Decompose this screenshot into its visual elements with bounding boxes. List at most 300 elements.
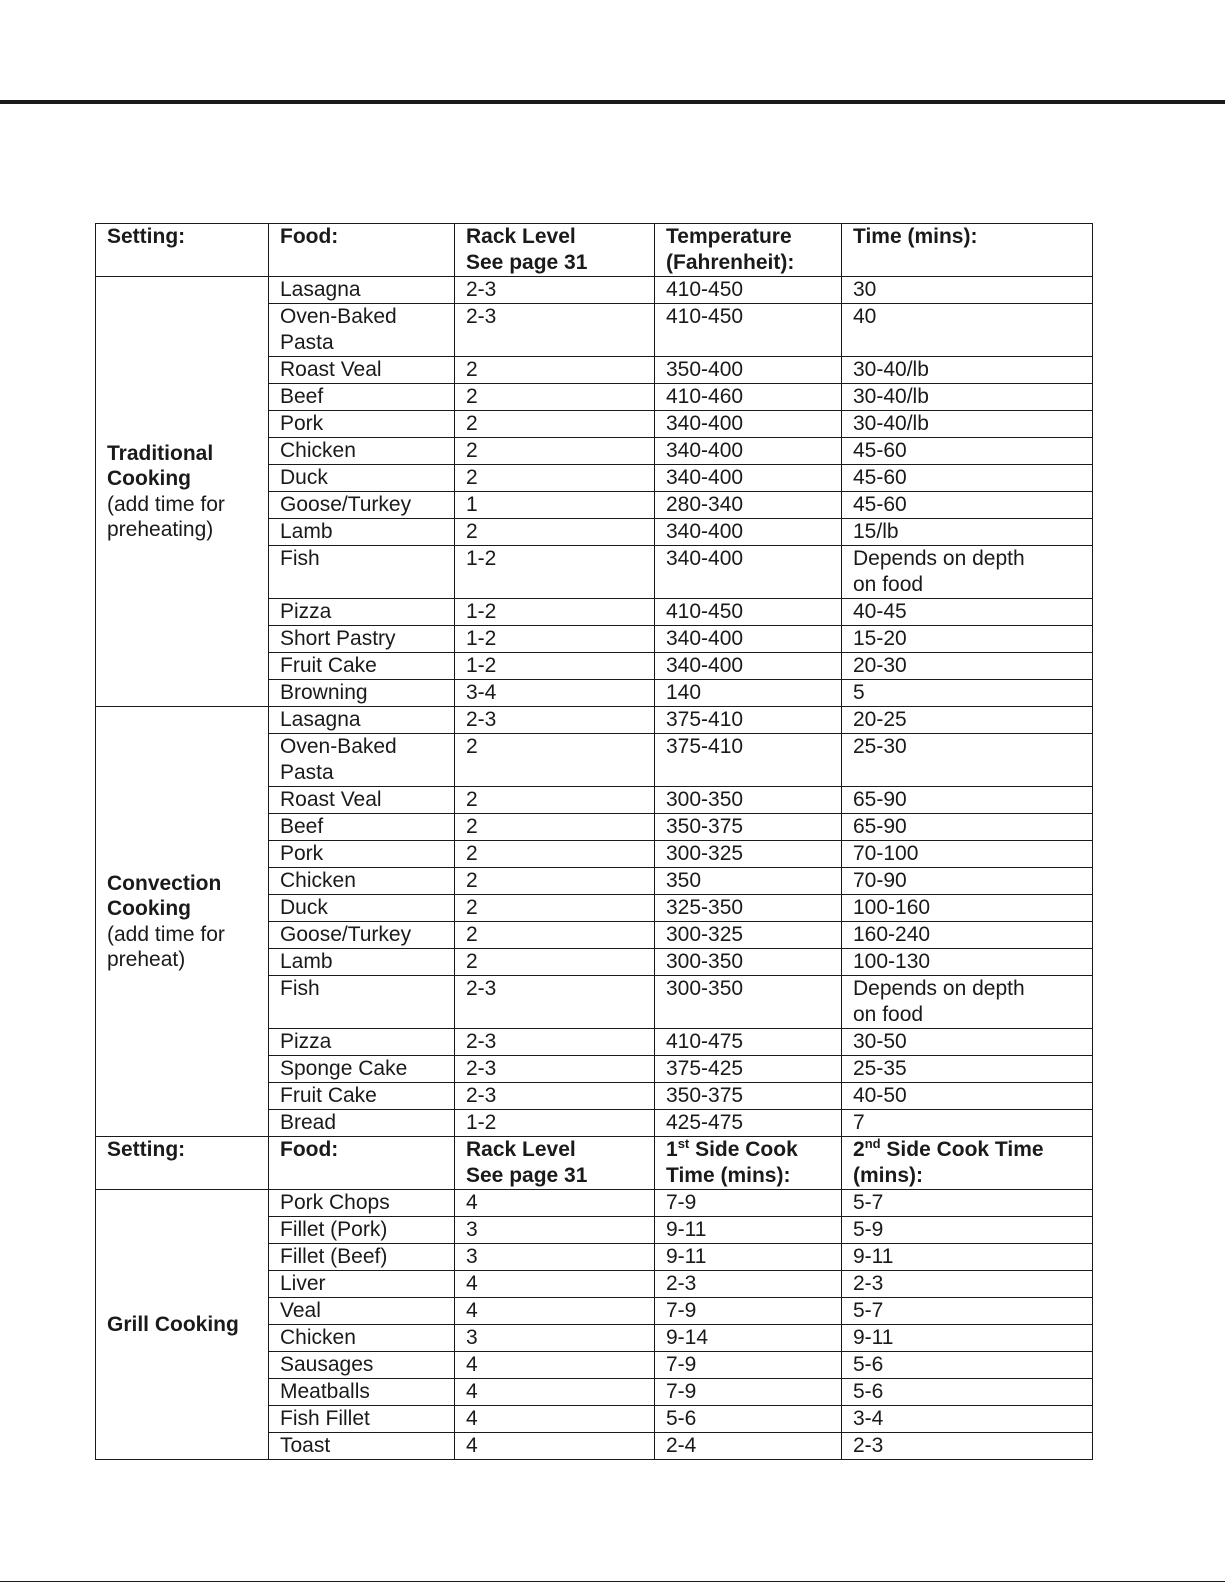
food-cell-text: Short Pastry bbox=[280, 627, 396, 650]
food-cell bbox=[269, 304, 455, 357]
rack-cell-text: 2 bbox=[466, 412, 478, 435]
side1-cell bbox=[655, 1298, 842, 1325]
rack-cell bbox=[455, 1190, 655, 1217]
rack-cell bbox=[455, 1379, 655, 1406]
side1-cell bbox=[655, 1433, 842, 1460]
rack-cell-text: 2 bbox=[466, 466, 478, 489]
time-cell bbox=[842, 357, 1093, 384]
header-side2-sup: nd bbox=[864, 1136, 881, 1151]
convection-note-line2: preheat) bbox=[107, 948, 186, 971]
cooking-table bbox=[95, 223, 1093, 1460]
rack-cell-text: 4 bbox=[466, 1407, 478, 1430]
side1-cell-text: 7-9 bbox=[666, 1380, 697, 1403]
rack-cell-text: 2 bbox=[466, 520, 478, 543]
grill-row bbox=[96, 1190, 1093, 1217]
time-cell-text: 25-30 bbox=[853, 735, 907, 758]
temp-cell-text: 340-400 bbox=[666, 412, 744, 435]
convection-note-line1: (add time for bbox=[107, 922, 225, 946]
header-rack-level-text: See page 31 bbox=[466, 1163, 588, 1187]
rack-cell bbox=[455, 1271, 655, 1298]
time-cell-text: on food bbox=[853, 572, 924, 596]
food-cell-text: Lamb bbox=[280, 950, 333, 973]
time-cell bbox=[842, 1083, 1093, 1110]
food-cell bbox=[269, 949, 455, 976]
time-cell-text: 45-60 bbox=[853, 439, 907, 462]
food-cell-text: Pizza bbox=[280, 1030, 332, 1053]
rack-cell bbox=[455, 1056, 655, 1083]
temp-cell bbox=[655, 787, 842, 814]
time-cell bbox=[842, 384, 1093, 411]
traditional-title-line1: Traditional bbox=[107, 441, 214, 465]
temp-cell bbox=[655, 976, 842, 1029]
rack-cell-text: 2-3 bbox=[466, 278, 497, 301]
header-food: Food: bbox=[269, 224, 455, 277]
header-side2-line1 bbox=[853, 1137, 1082, 1163]
side2-cell-text: 5-6 bbox=[853, 1353, 884, 1376]
food-cell bbox=[269, 1433, 455, 1460]
temp-cell-text: 350-375 bbox=[666, 1084, 744, 1107]
rack-cell bbox=[455, 841, 655, 868]
side2-cell bbox=[842, 1217, 1093, 1244]
convection-title-line1: Convection bbox=[107, 871, 222, 895]
food-cell bbox=[269, 922, 455, 949]
time-cell bbox=[842, 465, 1093, 492]
rack-cell bbox=[455, 411, 655, 438]
food-cell-text: Sponge Cake bbox=[280, 1057, 408, 1080]
rack-cell bbox=[455, 438, 655, 465]
rack-cell bbox=[455, 1083, 655, 1110]
header-time: Time (mins): bbox=[842, 224, 1093, 277]
rack-cell bbox=[455, 707, 655, 734]
time-cell bbox=[842, 411, 1093, 438]
time-cell-text: 30-40/lb bbox=[853, 385, 929, 408]
food-cell bbox=[269, 492, 455, 519]
temp-cell-text: 375-410 bbox=[666, 708, 744, 731]
time-cell bbox=[842, 519, 1093, 546]
time-cell bbox=[842, 976, 1093, 1029]
food-cell bbox=[269, 277, 455, 304]
rack-cell bbox=[455, 949, 655, 976]
food-cell-text: Fish bbox=[280, 547, 320, 570]
rack-cell-text: 2-3 bbox=[466, 305, 497, 328]
rack-cell bbox=[455, 304, 655, 357]
temp-cell-text: 300-350 bbox=[666, 788, 744, 811]
temp-cell-text: 410-450 bbox=[666, 305, 744, 328]
side2-cell-text: 3-4 bbox=[853, 1407, 884, 1430]
time-cell bbox=[842, 814, 1093, 841]
time-cell-text: Depends on depth bbox=[853, 547, 1025, 570]
food-cell-text: Fish bbox=[280, 977, 320, 1000]
time-cell-text: 7 bbox=[853, 1111, 865, 1134]
time-cell-text: on food bbox=[853, 1002, 924, 1026]
rack-cell bbox=[455, 1217, 655, 1244]
header-side1-sup: st bbox=[677, 1136, 690, 1151]
header-side2-rest: Side Cook Time bbox=[880, 1138, 1044, 1161]
temp-cell bbox=[655, 277, 842, 304]
food-cell bbox=[269, 734, 455, 787]
grill-title: Grill Cooking bbox=[107, 1312, 239, 1336]
side2-cell-text: 5-7 bbox=[853, 1191, 884, 1214]
temp-cell-text: 340-400 bbox=[666, 627, 744, 650]
time-cell-text: 5 bbox=[853, 681, 865, 704]
rack-cell bbox=[455, 734, 655, 787]
food-cell-text: Sausages bbox=[280, 1353, 374, 1376]
traditional-note-line1: (add time for bbox=[107, 492, 225, 516]
temp-cell-text: 300-350 bbox=[666, 950, 744, 973]
time-cell bbox=[842, 949, 1093, 976]
time-cell-text: 30-50 bbox=[853, 1030, 907, 1053]
temp-cell-text: 325-350 bbox=[666, 896, 744, 919]
rack-cell-text: 3 bbox=[466, 1326, 478, 1349]
temp-cell bbox=[655, 949, 842, 976]
side1-cell bbox=[655, 1244, 842, 1271]
rack-cell-text: 1-2 bbox=[466, 1111, 497, 1134]
time-cell bbox=[842, 680, 1093, 707]
side2-cell bbox=[842, 1325, 1093, 1352]
side1-cell-text: 7-9 bbox=[666, 1353, 697, 1376]
header-row-1 bbox=[96, 224, 1093, 277]
food-cell bbox=[269, 653, 455, 680]
temp-cell bbox=[655, 734, 842, 787]
food-cell-text: Oven-Baked bbox=[280, 735, 397, 758]
time-cell bbox=[842, 895, 1093, 922]
rack-cell bbox=[455, 357, 655, 384]
temp-cell-text: 300-350 bbox=[666, 977, 744, 1000]
rack-cell bbox=[455, 519, 655, 546]
rack-cell-text: 2 bbox=[466, 896, 478, 919]
side1-cell bbox=[655, 1325, 842, 1352]
time-cell bbox=[842, 599, 1093, 626]
food-cell bbox=[269, 868, 455, 895]
food-cell-text: Goose/Turkey bbox=[280, 493, 412, 516]
rack-cell-text: 2-3 bbox=[466, 1057, 497, 1080]
rack-cell bbox=[455, 814, 655, 841]
header-side2-line2: (mins): bbox=[853, 1163, 923, 1187]
food-cell-text: Chicken bbox=[280, 1326, 356, 1349]
time-cell bbox=[842, 707, 1093, 734]
side2-cell bbox=[842, 1352, 1093, 1379]
rack-cell-text: 2 bbox=[466, 950, 478, 973]
temp-cell-text: 280-340 bbox=[666, 493, 744, 516]
convection-row bbox=[96, 707, 1093, 734]
rack-cell bbox=[455, 599, 655, 626]
side1-cell-text: 2-3 bbox=[666, 1272, 697, 1295]
side1-cell-text: 7-9 bbox=[666, 1191, 697, 1214]
rack-cell-text: 3-4 bbox=[466, 681, 497, 704]
header-side1-num: 1 bbox=[666, 1138, 678, 1161]
traditional-setting-cell bbox=[96, 277, 269, 707]
temp-cell-text: 410-460 bbox=[666, 385, 744, 408]
temp-cell bbox=[655, 411, 842, 438]
food-cell bbox=[269, 357, 455, 384]
rack-cell bbox=[455, 1433, 655, 1460]
temp-cell-text: 375-410 bbox=[666, 735, 744, 758]
food-cell-text: Fruit Cake bbox=[280, 654, 377, 677]
food-cell-text: Pork bbox=[280, 412, 324, 435]
food-cell bbox=[269, 465, 455, 492]
food-cell-text: Beef bbox=[280, 815, 324, 838]
food-cell-text: Pasta bbox=[280, 760, 334, 784]
header-side1-line2: Time (mins): bbox=[666, 1163, 791, 1187]
rack-cell-text: 2 bbox=[466, 439, 478, 462]
food-cell bbox=[269, 519, 455, 546]
food-cell bbox=[269, 1110, 455, 1137]
time-cell-text: 70-90 bbox=[853, 869, 907, 892]
food-cell-text: Roast Veal bbox=[280, 788, 382, 811]
time-cell bbox=[842, 922, 1093, 949]
temp-cell bbox=[655, 922, 842, 949]
side2-cell-text: 5-6 bbox=[853, 1380, 884, 1403]
rack-cell bbox=[455, 546, 655, 599]
time-cell bbox=[842, 734, 1093, 787]
time-cell-text: 20-25 bbox=[853, 708, 907, 731]
header-temperature: Temperature (Fahrenheit): bbox=[655, 224, 842, 277]
side1-cell bbox=[655, 1352, 842, 1379]
temp-cell bbox=[655, 868, 842, 895]
temp-cell-text: 140 bbox=[666, 681, 702, 704]
rack-cell bbox=[455, 976, 655, 1029]
rack-cell bbox=[455, 1110, 655, 1137]
rack-cell bbox=[455, 895, 655, 922]
temp-cell bbox=[655, 519, 842, 546]
food-cell-text: Fish Fillet bbox=[280, 1407, 370, 1430]
time-cell-text: 100-130 bbox=[853, 950, 931, 973]
food-cell bbox=[269, 1352, 455, 1379]
food-cell bbox=[269, 841, 455, 868]
cooking-table-body bbox=[96, 224, 1093, 1460]
food-cell bbox=[269, 1056, 455, 1083]
food-cell-text: Beef bbox=[280, 385, 324, 408]
food-cell bbox=[269, 1244, 455, 1271]
side1-cell bbox=[655, 1217, 842, 1244]
time-cell-text: 30 bbox=[853, 278, 877, 301]
time-cell bbox=[842, 1056, 1093, 1083]
food-cell-text: Duck bbox=[280, 466, 328, 489]
side1-cell bbox=[655, 1271, 842, 1298]
traditional-note-line2: preheating) bbox=[107, 518, 214, 541]
rack-cell-text: 2 bbox=[466, 358, 478, 381]
side2-cell-text: 9-11 bbox=[853, 1245, 894, 1268]
temp-cell bbox=[655, 546, 842, 599]
food-cell-text: Chicken bbox=[280, 869, 356, 892]
temp-cell bbox=[655, 492, 842, 519]
food-cell-text: Lasagna bbox=[280, 278, 361, 301]
food-cell bbox=[269, 1271, 455, 1298]
food-cell bbox=[269, 411, 455, 438]
food-cell bbox=[269, 814, 455, 841]
rack-cell bbox=[455, 277, 655, 304]
temp-cell bbox=[655, 626, 842, 653]
rack-cell bbox=[455, 384, 655, 411]
side2-cell-text: 2-3 bbox=[853, 1272, 884, 1295]
time-cell-text: 65-90 bbox=[853, 815, 907, 838]
food-cell-text: Meatballs bbox=[280, 1380, 370, 1403]
temp-cell-text: 340-400 bbox=[666, 520, 744, 543]
time-cell-text: 25-35 bbox=[853, 1057, 907, 1080]
side2-cell bbox=[842, 1298, 1093, 1325]
time-cell-text: 70-100 bbox=[853, 842, 919, 865]
header-rack-level bbox=[455, 1137, 655, 1190]
side1-cell-text: 9-11 bbox=[666, 1218, 707, 1241]
food-cell-text: Browning bbox=[280, 681, 368, 704]
rack-cell-text: 4 bbox=[466, 1272, 478, 1295]
food-cell bbox=[269, 1217, 455, 1244]
rack-cell-text: 3 bbox=[466, 1218, 478, 1241]
time-cell-text: 40-50 bbox=[853, 1084, 907, 1107]
temp-cell-text: 375-425 bbox=[666, 1057, 744, 1080]
food-cell bbox=[269, 1379, 455, 1406]
side2-cell-text: 5-7 bbox=[853, 1299, 884, 1322]
temp-cell bbox=[655, 895, 842, 922]
temp-cell bbox=[655, 384, 842, 411]
temp-cell-text: 340-400 bbox=[666, 466, 744, 489]
rack-cell-text: 2-3 bbox=[466, 1084, 497, 1107]
food-cell-text: Bread bbox=[280, 1111, 337, 1134]
side2-cell bbox=[842, 1379, 1093, 1406]
food-cell bbox=[269, 1406, 455, 1433]
side1-cell bbox=[655, 1190, 842, 1217]
header-side2-cook-time bbox=[842, 1137, 1093, 1190]
rack-cell-text: 2 bbox=[466, 869, 478, 892]
header-side1-cook-time bbox=[655, 1137, 842, 1190]
rack-cell-text: 2 bbox=[466, 788, 478, 811]
rack-cell bbox=[455, 868, 655, 895]
rack-cell bbox=[455, 626, 655, 653]
food-cell bbox=[269, 1190, 455, 1217]
rack-cell-text: 4 bbox=[466, 1380, 478, 1403]
header-row-2 bbox=[96, 1137, 1093, 1190]
top-rule bbox=[0, 100, 1225, 104]
food-cell-text: Oven-Baked bbox=[280, 305, 397, 328]
food-cell-text: Pasta bbox=[280, 330, 334, 354]
side2-cell bbox=[842, 1244, 1093, 1271]
time-cell-text: 40 bbox=[853, 305, 877, 328]
side2-cell bbox=[842, 1271, 1093, 1298]
food-cell-text: Pork bbox=[280, 842, 324, 865]
temp-cell bbox=[655, 438, 842, 465]
rack-cell-text: 3 bbox=[466, 1245, 478, 1268]
rack-cell bbox=[455, 787, 655, 814]
rack-cell bbox=[455, 1352, 655, 1379]
grill-setting-cell bbox=[96, 1190, 269, 1460]
food-cell bbox=[269, 895, 455, 922]
header-side1-rest: Side Cook bbox=[689, 1138, 798, 1161]
temp-cell bbox=[655, 707, 842, 734]
temp-cell-text: 410-450 bbox=[666, 278, 744, 301]
rack-cell-text: 4 bbox=[466, 1299, 478, 1322]
rack-cell-text: 2-3 bbox=[466, 1030, 497, 1053]
rack-cell-text: 4 bbox=[466, 1191, 478, 1214]
traditional-title-line2: Cooking bbox=[107, 467, 191, 490]
header-rack-level: Rack Level See page 31 bbox=[455, 224, 655, 277]
food-cell bbox=[269, 1029, 455, 1056]
side1-cell-text: 2-4 bbox=[666, 1434, 697, 1457]
time-cell-text: 30-40/lb bbox=[853, 412, 929, 435]
temp-cell-text: 410-475 bbox=[666, 1030, 744, 1053]
temp-cell-text: 300-325 bbox=[666, 842, 744, 865]
food-cell-text: Toast bbox=[280, 1434, 331, 1457]
side1-cell bbox=[655, 1406, 842, 1433]
food-cell bbox=[269, 707, 455, 734]
rack-cell-text: 4 bbox=[466, 1434, 478, 1457]
rack-cell-text: 2 bbox=[466, 842, 478, 865]
temp-cell-text: 410-450 bbox=[666, 600, 744, 623]
food-cell bbox=[269, 787, 455, 814]
time-cell bbox=[842, 1110, 1093, 1137]
temp-cell-text: 425-475 bbox=[666, 1111, 744, 1134]
temp-cell bbox=[655, 1029, 842, 1056]
rack-cell-text: 1-2 bbox=[466, 600, 497, 623]
side2-cell-text: 5-9 bbox=[853, 1218, 884, 1241]
rack-cell-text: 1-2 bbox=[466, 654, 497, 677]
food-cell bbox=[269, 546, 455, 599]
food-cell-text: Chicken bbox=[280, 439, 356, 462]
header-side1-line1 bbox=[666, 1137, 831, 1163]
temp-cell-text: 340-400 bbox=[666, 547, 744, 570]
food-cell bbox=[269, 599, 455, 626]
header-rack-level-text: Rack Level bbox=[466, 1138, 576, 1161]
time-cell bbox=[842, 492, 1093, 519]
rack-cell-text: 1-2 bbox=[466, 627, 497, 650]
rack-cell-text: 2 bbox=[466, 735, 478, 758]
temp-cell bbox=[655, 1110, 842, 1137]
time-cell-text: 45-60 bbox=[853, 493, 907, 516]
rack-cell-text: 2-3 bbox=[466, 977, 497, 1000]
time-cell bbox=[842, 1029, 1093, 1056]
header-food bbox=[269, 1137, 455, 1190]
temp-cell bbox=[655, 1056, 842, 1083]
food-cell-text: Pork Chops bbox=[280, 1191, 390, 1214]
food-cell-text: Goose/Turkey bbox=[280, 923, 412, 946]
food-cell bbox=[269, 1083, 455, 1110]
rack-cell-text: 2 bbox=[466, 923, 478, 946]
food-cell bbox=[269, 680, 455, 707]
rack-cell-text: 2-3 bbox=[466, 708, 497, 731]
temp-cell bbox=[655, 357, 842, 384]
rack-cell bbox=[455, 680, 655, 707]
rack-cell bbox=[455, 492, 655, 519]
food-cell-text: Fillet (Beef) bbox=[280, 1245, 388, 1268]
side1-cell-text: 9-11 bbox=[666, 1245, 707, 1268]
food-cell-text: Lasagna bbox=[280, 708, 361, 731]
side2-cell bbox=[842, 1190, 1093, 1217]
header-food-text: Food: bbox=[280, 1138, 339, 1161]
food-cell bbox=[269, 626, 455, 653]
food-cell bbox=[269, 384, 455, 411]
time-cell bbox=[842, 277, 1093, 304]
rack-cell-text: 1-2 bbox=[466, 547, 497, 570]
traditional-row bbox=[96, 277, 1093, 304]
convection-title-line2: Cooking bbox=[107, 897, 191, 920]
temp-cell bbox=[655, 680, 842, 707]
food-cell bbox=[269, 438, 455, 465]
time-cell-text: 100-160 bbox=[853, 896, 931, 919]
rack-cell-text: 2 bbox=[466, 815, 478, 838]
rack-cell-text: 4 bbox=[466, 1353, 478, 1376]
bottom-rule bbox=[0, 1581, 1225, 1582]
time-cell bbox=[842, 546, 1093, 599]
food-cell-text: Pizza bbox=[280, 600, 332, 623]
time-cell-text: 45-60 bbox=[853, 466, 907, 489]
side2-cell bbox=[842, 1406, 1093, 1433]
temp-cell bbox=[655, 653, 842, 680]
side2-cell-text: 2-3 bbox=[853, 1434, 884, 1457]
food-cell bbox=[269, 1325, 455, 1352]
time-cell bbox=[842, 304, 1093, 357]
food-cell-text: Fruit Cake bbox=[280, 1084, 377, 1107]
temp-cell-text: 350-375 bbox=[666, 815, 744, 838]
food-cell bbox=[269, 1298, 455, 1325]
